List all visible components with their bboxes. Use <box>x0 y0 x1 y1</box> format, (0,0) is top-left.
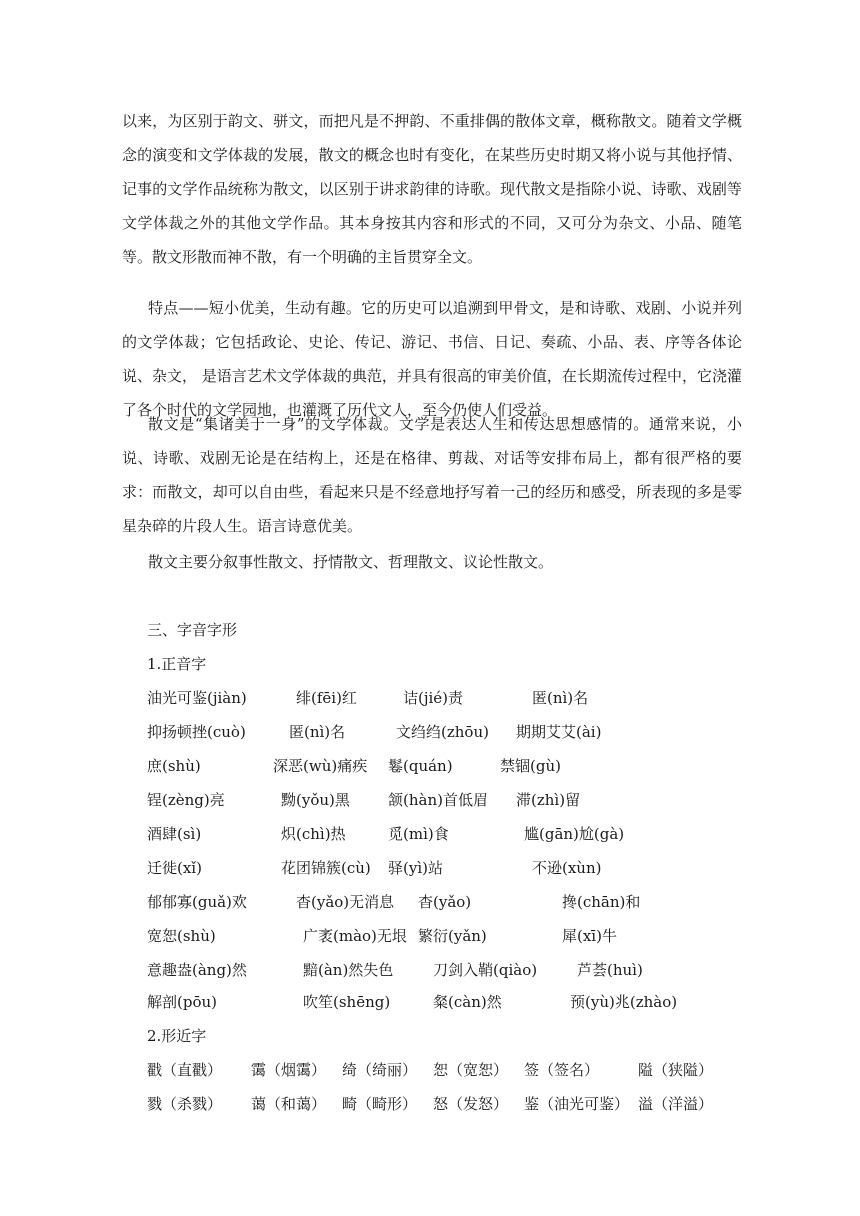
pronunciation-item: 滞(zhì)留 <box>516 791 581 809</box>
pronunciation-row <box>0 953 860 987</box>
pronunciation-item: 匿(nì)名 <box>532 689 589 707</box>
pronunciation-row <box>0 749 860 783</box>
pronunciation-item: 深恶(wù)痛疾 <box>273 757 368 775</box>
paragraph-prose-beauty: 散文是“集诸美于一身”的文学体裁。文学是表达人生和传达思想感情的。通常来说，小说、诗歌、戏剧无论是在结构上，还是在格律、剪裁、对话等安排布局上，都有很严格的要求：而散文，却可以自由些，看起来只是不经意地抒写着一己的经历和感受，所表现的多是零星杂碎的片段人生。语言诗意优美。 <box>122 415 742 535</box>
similar-item: 绮（绮丽） <box>342 1061 418 1079</box>
pronunciation-item: 搀(chān)和 <box>562 893 641 911</box>
pronunciation-row <box>0 783 860 817</box>
pronunciation-item: 杳(yǎo)无消息 <box>296 893 395 911</box>
pronunciation-item: 繁衍(yǎn) <box>418 927 487 945</box>
similar-item: 戳（直戳） <box>147 1061 223 1079</box>
paragraph-prose-definition: 以来，为区别于韵文、骈文，而把凡是不押韵、不重排偶的散体文章，概称散文。随着文学概念的演变和文学体裁的发展，散文的概念也时有变化，在某些历史时期又将小说与其他抒情、记事的文学作品统称为散文，以区别于讲求韵律的诗歌。现代散文是指除小说、诗歌、戏剧等文学体裁之外的其他文学作品。其本身按其内容和形式的不同，又可分为杂文、小品、随笔等。散文形散而神不散，有一个明确的主旨贯穿全文。 <box>122 112 742 266</box>
subheading-pronunciation: 1.正音字 <box>147 655 207 673</box>
similar-item: 恕（宽恕） <box>433 1061 509 1079</box>
section-heading: 三、字音字形 <box>147 621 238 639</box>
pronunciation-row <box>0 681 860 715</box>
pronunciation-row <box>0 851 860 885</box>
paragraph-prose-features: 特点——短小优美，生动有趣。它的历史可以追溯到甲骨文，是和诗歌、戏剧、小说并列的文学体裁；它包括政论、史论、传记、游记、书信、日记、奏疏、小品、表、序等各体论说、杂文， 是语言艺术文学体裁的典范，并具有很高的审美价值，在长期流传过程中，它浇灌了各个时代的文学园地，也灌溉了历代文人，至今仍使人们受益。 <box>122 299 742 419</box>
pronunciation-item: 粲(càn)然 <box>433 993 502 1011</box>
pronunciation-item: 黯(àn)然失色 <box>303 961 394 979</box>
pronunciation-item: 匿(nì)名 <box>289 723 346 741</box>
paragraph-prose-types: 散文主要分叙事性散文、抒情散文、哲理散文、议论性散文。 <box>148 553 554 571</box>
pronunciation-item: 文绉绉(zhōu) <box>396 723 489 741</box>
pronunciation-item: 尴(gān)尬(gà) <box>524 825 625 843</box>
pronunciation-item: 刀剑入鞘(qiào) <box>433 961 538 979</box>
pronunciation-row <box>0 885 860 919</box>
pronunciation-item: 禁锢(gù) <box>500 757 561 775</box>
pronunciation-row <box>0 715 860 749</box>
pronunciation-item: 郁郁寡(guǎ)欢 <box>147 893 247 911</box>
pronunciation-item: 庶(shù) <box>147 757 201 775</box>
similar-item: 怒（发怒） <box>433 1095 509 1113</box>
similar-item: 戮（杀戮） <box>147 1095 223 1113</box>
pronunciation-item: 鬈(quán) <box>388 757 453 775</box>
similar-item: 鉴（油光可鉴） <box>524 1095 630 1113</box>
similar-row <box>0 1087 860 1121</box>
similar-item: 签（签名） <box>524 1061 600 1079</box>
pronunciation-item: 炽(chì)热 <box>281 825 346 843</box>
pronunciation-item: 杳(yǎo) <box>418 893 472 911</box>
pronunciation-item: 期期艾艾(ài) <box>516 723 602 741</box>
pronunciation-item: 吹笙(shēng) <box>303 993 391 1011</box>
pronunciation-item: 绯(fēi)红 <box>296 689 357 707</box>
pronunciation-item: 黝(yǒu)黑 <box>281 791 350 809</box>
pronunciation-item: 觅(mì)食 <box>388 825 449 843</box>
pronunciation-item: 迁徙(xǐ) <box>147 859 202 877</box>
pronunciation-item: 酒肆(sì) <box>147 825 202 843</box>
pronunciation-item: 宽恕(shù) <box>147 927 216 945</box>
pronunciation-item: 广袤(mào)无垠 <box>303 927 407 945</box>
pronunciation-item: 花团锦簇(cù) <box>281 859 371 877</box>
pronunciation-item: 油光可鉴(jiàn) <box>147 689 247 707</box>
similar-item: 蔼（和蔼） <box>251 1095 327 1113</box>
pronunciation-item: 芦荟(huì) <box>577 961 643 979</box>
pronunciation-row <box>0 985 860 1019</box>
pronunciation-item: 驿(yì)站 <box>388 859 443 877</box>
similar-item: 畸（畸形） <box>342 1095 418 1113</box>
similar-item: 隘（狭隘） <box>638 1061 714 1079</box>
pronunciation-item: 锃(zèng)亮 <box>147 791 225 809</box>
pronunciation-item: 不逊(xùn) <box>532 859 602 877</box>
pronunciation-item: 犀(xī)牛 <box>562 927 617 945</box>
similar-row <box>0 1053 860 1087</box>
pronunciation-row <box>0 817 860 851</box>
pronunciation-item: 颔(hàn)首低眉 <box>388 791 488 809</box>
similar-item: 溢（洋溢） <box>638 1095 714 1113</box>
similar-item: 霭（烟霭） <box>251 1061 327 1079</box>
pronunciation-item: 诘(jié)责 <box>403 689 464 707</box>
pronunciation-row <box>0 919 860 953</box>
subheading-similar-characters: 2.形近字 <box>147 1027 207 1045</box>
pronunciation-item: 抑扬顿挫(cuò) <box>147 723 246 741</box>
pronunciation-item: 预(yù)兆(zhào) <box>570 993 678 1011</box>
pronunciation-item: 意趣盎(àng)然 <box>147 961 247 979</box>
pronunciation-item: 解剖(pōu) <box>147 993 217 1011</box>
